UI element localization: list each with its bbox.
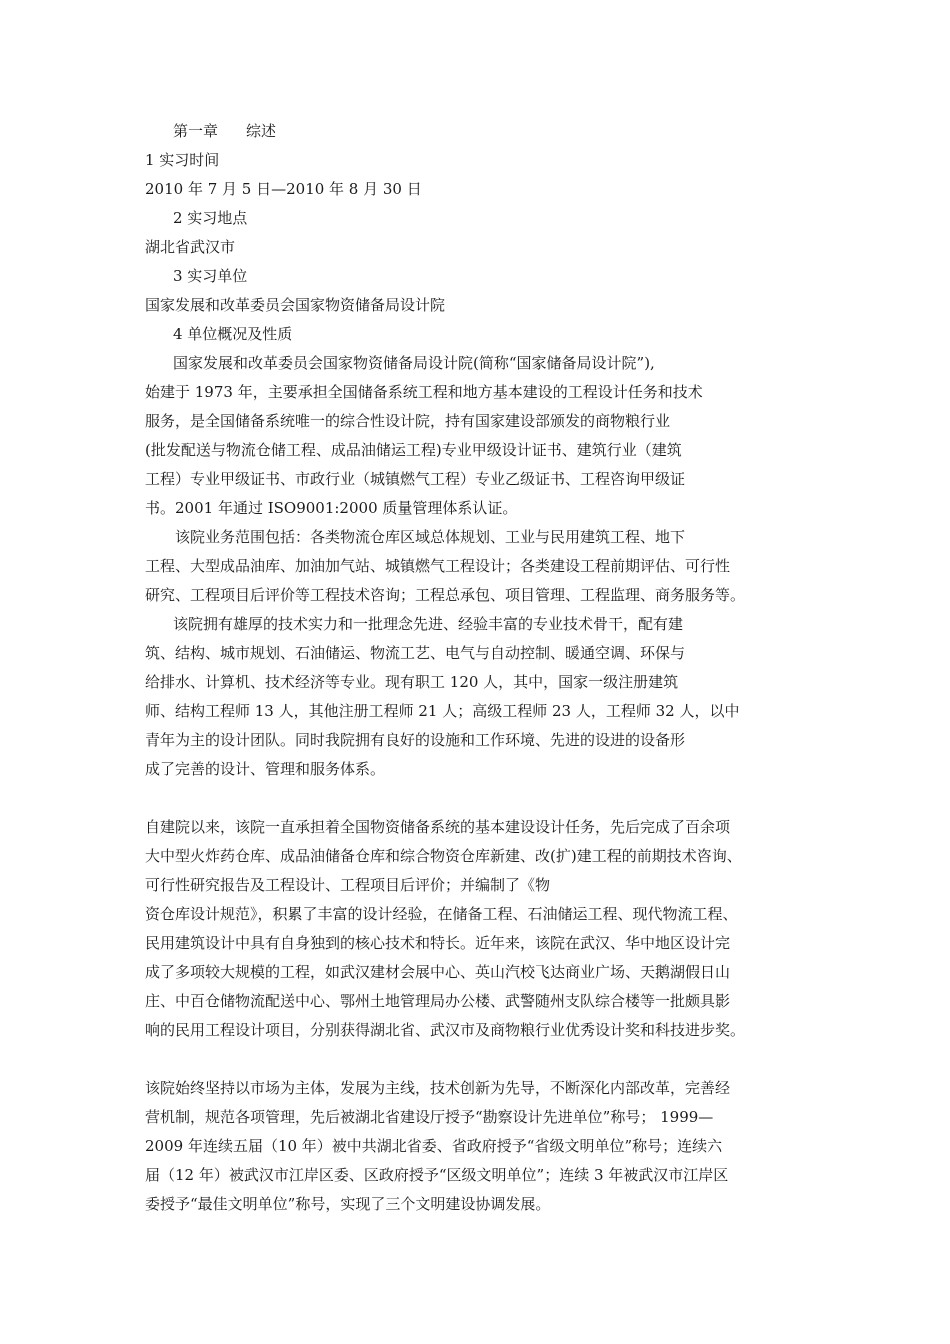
section-value-time: 2010 年 7 月 5 日—2010 年 8 月 30 日 [145,180,422,198]
paragraph-line: 筑、结构、城市规划、石油储运、物流工艺、电气与自动控制、暖通空调、环保与 [145,644,686,662]
section-value-unit: 国家发展和改革委员会国家物资储备局设计院 [145,296,446,314]
paragraph-line: 营机制，规范各项管理，先后被湖北省建设厅授予“勘察设计先进单位”称号； 1999— [145,1108,714,1126]
paragraph-honors [145,1074,825,1219]
chapter-title: 综述 [246,122,277,140]
document-body [145,117,825,1219]
paragraph-business-scope [145,523,825,610]
paragraph-history [145,813,825,1045]
paragraph-line: 委授予“最佳文明单位”称号，实现了三个文明建设协调发展。 [145,1195,551,1213]
paragraph-line: 服务，是全国储备系统唯一的综合性设计院，持有国家建设部颁发的商物粮行业 [145,412,671,430]
paragraph-line: 该院始终坚持以市场为主体，发展为主线，技术创新为先导，不断深化内部改革，完善经 [145,1079,731,1097]
paragraph-line: 研究、工程项目后评价等工程技术咨询；工程总承包、项目管理、工程监理、商务服务等。 [145,586,746,604]
section-heading-place: 2 实习地点 [173,209,248,227]
paragraph-line: 青年为主的设计团队。同时我院拥有良好的设施和工作环境、先进的设进的设备形 [145,731,686,749]
paragraph-line: 始建于 1973 年，主要承担全国储备系统工程和地方基本建设的工程设计任务和技术 [145,383,703,401]
paragraph-gap [145,1045,825,1074]
paragraph-line: 该院业务范围包括：各类物流仓库区域总体规划、工业与民用建筑工程、地下 [175,528,686,546]
paragraph-line: 响的民用工程设计项目，分别获得湖北省、武汉市及商物粮行业优秀设计奖和科技进步奖。 [145,1021,746,1039]
paragraph-staff [145,610,825,784]
chapter-number: 第一章 [173,122,219,140]
section-value-place: 湖北省武汉市 [145,238,236,256]
paragraph-line: 大中型火炸药仓库、成品油储备仓库和综合物资仓库新建、改(扩)建工程的前期技术咨询、 [145,847,742,865]
paragraph-line: 书。2001 年通过 ISO9001:2000 质量管理体系认证。 [145,499,518,517]
paragraph-line: 民用建筑设计中具有自身独到的核心技术和特长。近年来，该院在武汉、华中地区设计完 [145,934,731,952]
paragraph-line: 给排水、计算机、技术经济等专业。现有职工 120 人，其中，国家一级注册建筑 [145,673,679,691]
section-heading-unit: 3 实习单位 [173,267,248,285]
paragraph-gap [145,784,825,813]
paragraph-line: 届（12 年）被武汉市江岸区委、区政府授予“区级文明单位”；连续 3 年被武汉市江岸区 [145,1166,729,1184]
paragraph-line: 庄、中百仓储物流配送中心、鄂州土地管理局办公楼、武警随州支队综合楼等一批颇具影 [145,992,731,1010]
paragraph-line: 2009 年连续五届（10 年）被中共湖北省委、省政府授予“省级文明单位”称号；连续六 [145,1137,723,1155]
paragraph-line: 资仓库设计规范》，积累了丰富的设计经验，在储备工程、石油储运工程、现代物流工程、 [145,905,738,923]
paragraph-line: 工程）专业甲级证书、市政行业（城镇燃气工程）专业乙级证书、工程咨询甲级证 [145,470,686,488]
paragraph-line: 该院拥有雄厚的技术实力和一批理念先进、经验丰富的专业技术骨干，配有建 [173,615,684,633]
paragraph-line: 自建院以来，该院一直承担着全国物资储备系统的基本建设设计任务，先后完成了百余项 [145,818,731,836]
paragraph-line: 可行性研究报告及工程设计、工程项目后评价；并编制了《物 [145,876,551,894]
paragraph-line: 工程、大型成品油库、加油加气站、城镇燃气工程设计；各类建设工程前期评估、可行性 [145,557,731,575]
section-heading-time: 1 实习时间 [145,151,220,169]
paragraph-line: 成了多项较大规模的工程，如武汉建材会展中心、英山汽校飞达商业广场、天鹅湖假日山 [145,963,731,981]
paragraph-line: 师、结构工程师 13 人，其他注册工程师 21 人；高级工程师 23 人，工程师 32 人，以中 [145,702,740,720]
paragraph-line: 成了完善的设计、管理和服务体系。 [145,760,386,778]
paragraph-intro [145,349,825,523]
paragraph-line: 国家发展和改革委员会国家物资储备局设计院(简称“国家储备局设计院”), [173,354,655,372]
paragraph-line: (批发配送与物流仓储工程、成品油储运工程)专业甲级设计证书、建筑行业（建筑 [145,441,682,459]
chapter-heading [145,117,825,146]
section-heading-overview: 4 单位概况及性质 [173,325,293,343]
